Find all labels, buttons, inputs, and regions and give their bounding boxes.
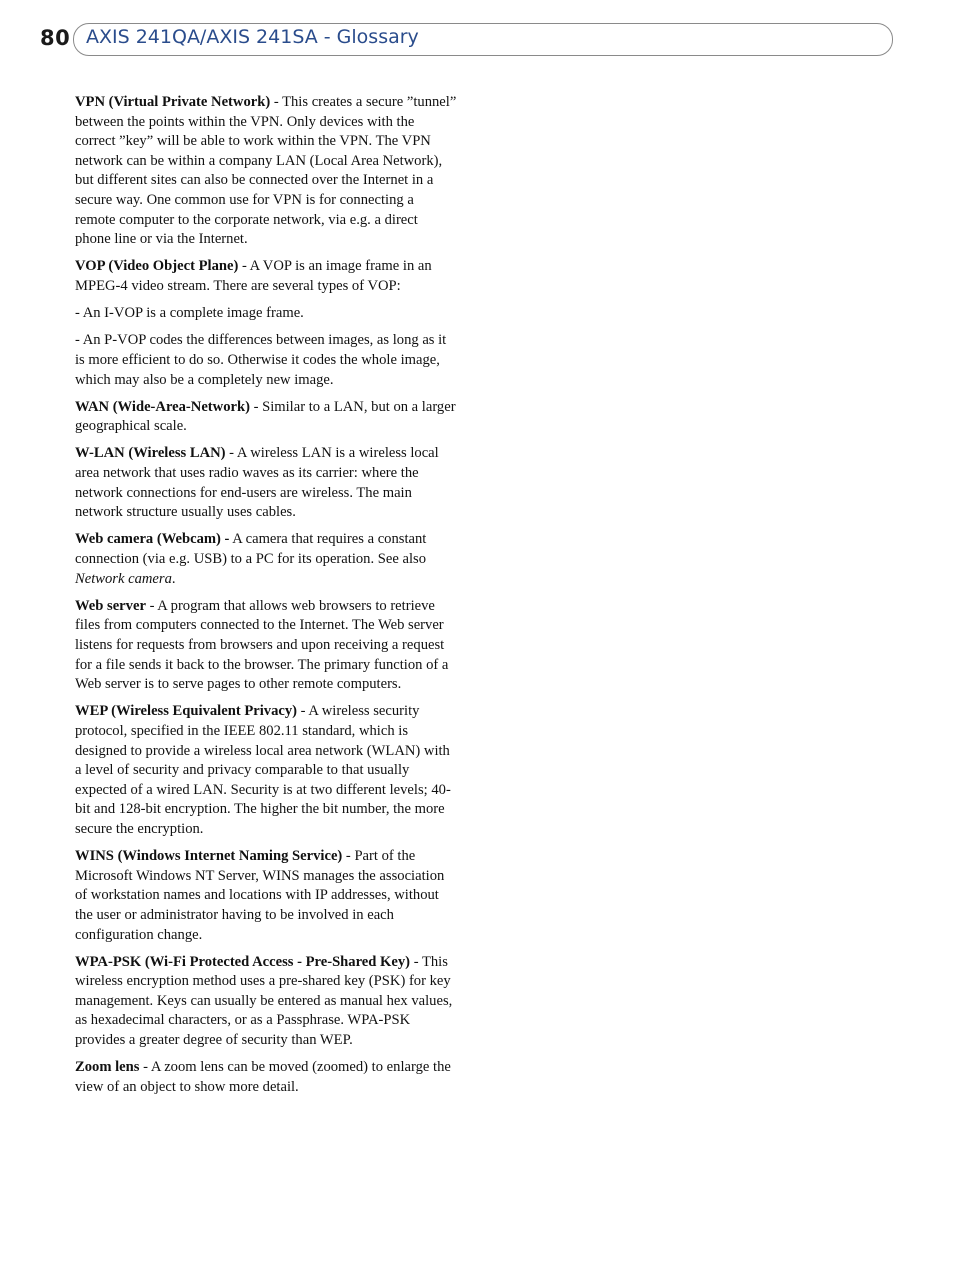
glossary-entry-wep (75, 702, 457, 839)
glossary-definition: - This wireless encryption method uses a pre-shared key (PSK) for key management. Keys can usually be entered as manual hex values, as hexadecimal characters, or as a Passphrase. WPA-PSK provides a greater degree of security than WEP. (75, 953, 453, 1049)
glossary-entry-web-camera (75, 530, 457, 589)
glossary-entry-web-server (75, 597, 457, 695)
glossary-definition: - An I-VOP is a complete image frame. (75, 305, 304, 322)
glossary-cross-reference: Network camera (75, 570, 172, 587)
glossary-entry-w-lan (75, 444, 457, 522)
glossary-term: Web camera (Webcam) - (75, 531, 230, 548)
glossary-entry-wins (75, 847, 457, 945)
glossary-definition: - A wireless LAN is a wireless local area network that uses radio waves as its carrier: where the network connections for end-users are wireless. The main network structure usually uses cables. (75, 445, 439, 521)
glossary-entry-i-vop (75, 304, 457, 324)
glossary-term: VPN (Virtual Private Network) (75, 94, 271, 110)
glossary-definition: - Part of the Microsoft Windows NT Server, WINS manages the association of workstation names and locations with IP addresses, without the user or administrator having to be involved in each configuration change. (75, 848, 445, 943)
glossary-term: W-LAN (Wireless LAN) (75, 445, 226, 462)
glossary-term: WAN (Wide-Area-Network) (75, 398, 250, 415)
glossary-entry-vop (75, 257, 457, 296)
glossary-definition: - Similar to a LAN, but on a larger geographical scale. (75, 398, 456, 435)
glossary-term: WEP (Wireless Equivalent Privacy) (75, 703, 298, 720)
glossary-definition: - This creates a secure ”tunnel” between the points within the VPN. Only devices with the correct ”key” will be able to work within the VPN. The VPN network can be within a company LAN (Local Area Network), but different sites can also be connected over the Internet in a secure way. One common use for VPN is for connecting a remote computer to the corporate network, via e.g. a direct phone line or via the Internet. (75, 94, 457, 248)
glossary-entry-vpn (75, 93, 457, 250)
glossary-definition: - A VOP is an image frame in an MPEG-4 video stream. There are several types of VOP: (75, 258, 432, 294)
glossary-term: VOP (Video Object Plane) (75, 258, 239, 275)
glossary-definition: A camera that requires a constant connection (via e.g. USB) to a PC for its operation. See also (75, 531, 427, 568)
glossary-definition: - A zoom lens can be moved (zoomed) to enlarge the view of an object to show more detail. (75, 1059, 451, 1095)
glossary-definition: - A program that allows web browsers to retrieve files from computers connected to the Internet. The Web server listens for requests from browsers and upon receiving a request for a file sends it back to the browser. The primary function of a Web server is to serve pages to other remote computers. (75, 597, 449, 693)
glossary-term: Web server (75, 597, 146, 614)
page-title: AXIS 241QA/AXIS 241SA - Glossary (86, 26, 419, 48)
glossary-entry-zoom-lens (75, 1058, 457, 1097)
glossary-entry-wan (75, 398, 457, 437)
glossary-entry-p-vop (75, 331, 457, 390)
header-title-bar (73, 23, 893, 56)
glossary-term: WINS (Windows Internet Naming Service) (75, 848, 343, 865)
glossary-term: WPA-PSK (Wi-Fi Protected Access - Pre-Shared Key) (75, 953, 411, 970)
glossary-definition: - A wireless security protocol, specified in the IEEE 802.11 standard, which is designed to provide a wireless local area network (WLAN) with a level of security and privacy comparable to that usually expected of a wired LAN. Security is at two different levels; 40-bit and 128-bit encryption. The higher the bit number, the more secure the encryption. (75, 703, 451, 837)
page-number: 80 (40, 26, 71, 50)
glossary-punctuation: . (171, 570, 176, 587)
glossary-column (75, 93, 457, 1105)
glossary-term: Zoom lens (75, 1059, 140, 1076)
glossary-entry-wpa-psk (75, 953, 457, 1051)
glossary-definition: - An P-VOP codes the differences between images, as long as it is more efficient to do so. Otherwise it codes the whole image, which may also be a completely new image. (75, 332, 447, 388)
